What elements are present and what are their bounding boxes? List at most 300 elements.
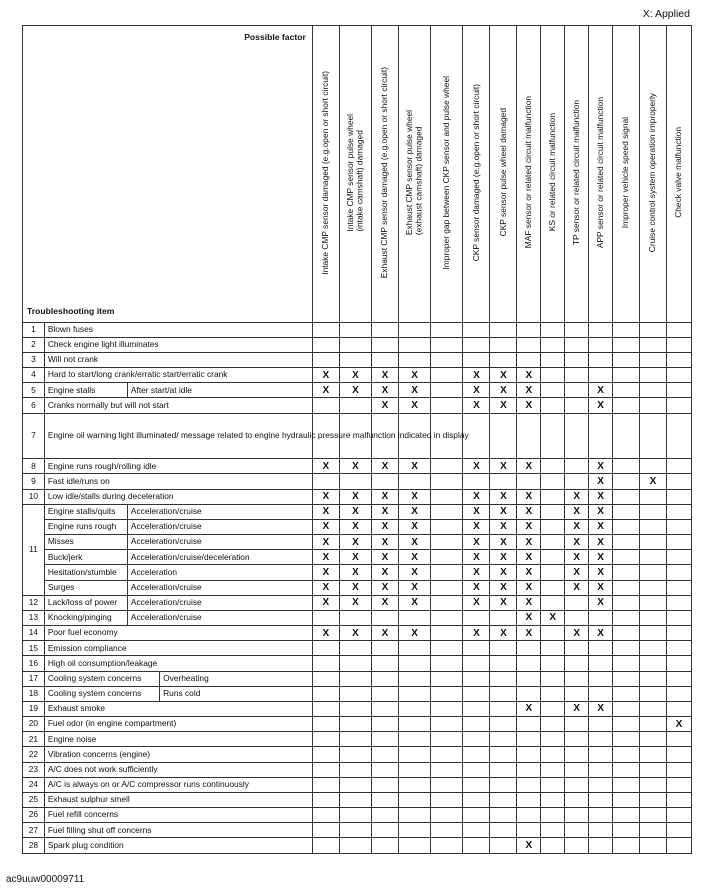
factor-cell — [490, 337, 517, 352]
troubleshooting-item: Buck/jerk — [44, 550, 127, 565]
factor-cell — [399, 717, 431, 732]
troubleshooting-item: Exhaust smoke — [44, 701, 312, 716]
applied-mark: X — [565, 626, 589, 641]
troubleshooting-item: Vibration concerns (engine) — [44, 747, 312, 762]
condition: After start/at idle — [127, 383, 312, 398]
factor-cell — [517, 474, 541, 489]
factor-cell — [372, 610, 399, 625]
factor-cell — [431, 610, 463, 625]
factor-cell — [490, 352, 517, 367]
factor-cell — [639, 701, 666, 716]
factor-cell — [666, 686, 691, 701]
factor-cell — [612, 368, 639, 383]
factor-cell — [431, 808, 463, 823]
factor-cell — [339, 671, 371, 686]
factor-cell — [517, 686, 541, 701]
factor-cell — [589, 747, 613, 762]
applied-mark: X — [372, 398, 399, 413]
factor-cell — [639, 580, 666, 595]
applied-mark: X — [565, 701, 589, 716]
row-number: 2 — [23, 337, 45, 352]
factor-cell — [431, 459, 463, 474]
factor-cell — [431, 792, 463, 807]
applied-mark: X — [565, 580, 589, 595]
factor-cell — [490, 747, 517, 762]
applied-mark: X — [517, 626, 541, 641]
applied-mark: X — [517, 838, 541, 854]
factor-cell — [372, 838, 399, 854]
applied-mark: X — [399, 565, 431, 580]
factor-cell — [312, 717, 339, 732]
applied-mark: X — [589, 383, 613, 398]
factor-cell — [612, 792, 639, 807]
troubleshooting-item: Low idle/stalls during deceleration — [44, 489, 312, 504]
factor-cell — [463, 732, 490, 747]
factor-cell — [399, 352, 431, 367]
factor-cell — [431, 535, 463, 550]
factor-cell — [666, 504, 691, 519]
factor-cell — [639, 838, 666, 854]
factor-cell — [565, 641, 589, 656]
row-number: 25 — [23, 792, 45, 807]
applied-mark: X — [517, 580, 541, 595]
factor-cell — [339, 656, 371, 671]
factor-cell — [639, 610, 666, 625]
applied-mark: X — [589, 398, 613, 413]
factor-cell — [666, 671, 691, 686]
troubleshooting-item: Hard to start/long crank/erratic start/erratic crank — [44, 368, 312, 383]
factor-cell — [565, 777, 589, 792]
applied-mark: X — [517, 535, 541, 550]
factor-cell — [463, 610, 490, 625]
factor-cell — [639, 383, 666, 398]
factor-cell — [312, 671, 339, 686]
table-row — [23, 550, 692, 565]
applied-mark: X — [399, 504, 431, 519]
table-row — [23, 489, 692, 504]
table-row — [23, 626, 692, 641]
factor-cell — [339, 762, 371, 777]
row-number: 11 — [23, 504, 45, 595]
factor-cell — [339, 398, 371, 413]
factor-cell — [565, 717, 589, 732]
factor-cell — [312, 732, 339, 747]
factor-cell — [589, 671, 613, 686]
legend: X: Applied — [642, 8, 690, 20]
applied-mark: X — [589, 595, 613, 610]
factor-label: MAF sensor or related circuit malfunction — [523, 96, 534, 249]
condition: Acceleration/cruise — [127, 595, 312, 610]
factor-cell — [517, 337, 541, 352]
troubleshooting-item: Misses — [44, 535, 127, 550]
applied-mark: X — [399, 535, 431, 550]
factor-cell — [666, 792, 691, 807]
factor-cell — [490, 808, 517, 823]
factor-cell — [541, 519, 565, 534]
troubleshooting-item: Emission compliance — [44, 641, 312, 656]
factor-cell — [589, 838, 613, 854]
troubleshooting-item: Poor fuel economy — [44, 626, 312, 641]
factor-cell — [612, 337, 639, 352]
factor-label: CKP sensor pulse wheel damaged — [497, 108, 508, 237]
applied-mark: X — [312, 565, 339, 580]
applied-mark: X — [372, 535, 399, 550]
factor-cell — [312, 322, 339, 337]
factor-cell — [399, 732, 431, 747]
applied-mark: X — [589, 701, 613, 716]
applied-mark: X — [339, 368, 371, 383]
factor-cell — [541, 337, 565, 352]
factor-cell — [565, 383, 589, 398]
factor-header — [339, 26, 371, 323]
factor-cell — [666, 762, 691, 777]
row-number: 12 — [23, 595, 45, 610]
factor-cell — [541, 504, 565, 519]
factor-cell — [589, 610, 613, 625]
factor-cell — [639, 747, 666, 762]
possible-factor-label: Possible factor — [244, 32, 306, 42]
factor-cell — [517, 777, 541, 792]
factor-cell — [541, 352, 565, 367]
applied-mark: X — [312, 489, 339, 504]
applied-mark: X — [490, 368, 517, 383]
factor-label: KS or related circuit malfunction — [547, 113, 558, 232]
factor-cell — [666, 398, 691, 413]
applied-mark: X — [372, 626, 399, 641]
applied-mark: X — [372, 565, 399, 580]
factor-cell — [372, 686, 399, 701]
factor-cell — [399, 823, 431, 838]
factor-cell — [312, 656, 339, 671]
factor-cell — [490, 671, 517, 686]
applied-mark: X — [565, 550, 589, 565]
factor-cell — [565, 762, 589, 777]
table-row — [23, 686, 692, 701]
factor-cell — [463, 352, 490, 367]
factor-cell — [339, 610, 371, 625]
factor-cell — [431, 398, 463, 413]
applied-mark: X — [490, 550, 517, 565]
factor-cell — [339, 717, 371, 732]
factor-cell — [312, 686, 339, 701]
factor-cell — [541, 535, 565, 550]
applied-mark: X — [517, 565, 541, 580]
applied-mark: X — [372, 383, 399, 398]
factor-cell — [565, 747, 589, 762]
factor-cell — [490, 762, 517, 777]
factor-cell — [639, 808, 666, 823]
factor-cell — [517, 732, 541, 747]
applied-mark: X — [339, 626, 371, 641]
factor-cell — [339, 641, 371, 656]
factor-label: CKP sensor damaged (e.g.open or short circuit) — [470, 83, 481, 262]
factor-cell — [372, 717, 399, 732]
troubleshooting-item: Fast idle/runs on — [44, 474, 312, 489]
factor-cell — [431, 686, 463, 701]
factor-cell — [339, 838, 371, 854]
factor-cell — [490, 610, 517, 625]
factor-cell — [639, 504, 666, 519]
factor-cell — [399, 686, 431, 701]
applied-mark: X — [517, 610, 541, 625]
factor-cell — [612, 535, 639, 550]
factor-cell — [463, 641, 490, 656]
applied-mark: X — [463, 535, 490, 550]
factor-cell — [589, 322, 613, 337]
applied-mark: X — [312, 580, 339, 595]
factor-cell — [399, 656, 431, 671]
factor-cell — [612, 580, 639, 595]
factor-cell — [312, 747, 339, 762]
factor-cell — [339, 337, 371, 352]
factor-cell — [612, 474, 639, 489]
factor-cell — [339, 686, 371, 701]
applied-mark: X — [372, 519, 399, 534]
troubleshooting-item: Engine runs rough — [44, 519, 127, 534]
factor-cell — [399, 808, 431, 823]
troubleshooting-item: Fuel odor (in engine compartment) — [44, 717, 312, 732]
applied-mark: X — [339, 504, 371, 519]
applied-mark: X — [372, 489, 399, 504]
table-row — [23, 671, 692, 686]
factor-cell — [612, 838, 639, 854]
factor-cell — [431, 383, 463, 398]
factor-cell — [490, 322, 517, 337]
factor-cell — [565, 671, 589, 686]
table-row — [23, 322, 692, 337]
factor-cell — [463, 701, 490, 716]
applied-mark: X — [490, 489, 517, 504]
factor-cell — [372, 322, 399, 337]
factor-cell — [463, 656, 490, 671]
factor-cell — [666, 383, 691, 398]
factor-cell — [431, 580, 463, 595]
factor-cell — [565, 368, 589, 383]
factor-cell — [339, 777, 371, 792]
applied-mark: X — [312, 383, 339, 398]
factor-cell — [612, 626, 639, 641]
factor-cell — [639, 322, 666, 337]
troubleshooting-item: Fuel refill concerns — [44, 808, 312, 823]
factor-label: Improper vehicle speed signal — [620, 116, 631, 229]
table-row — [23, 413, 692, 459]
factor-cell — [612, 565, 639, 580]
factor-cell — [541, 550, 565, 565]
applied-mark: X — [589, 474, 613, 489]
factor-cell — [666, 550, 691, 565]
factor-cell — [490, 474, 517, 489]
factor-cell — [589, 777, 613, 792]
applied-mark: X — [339, 459, 371, 474]
factor-header — [372, 26, 399, 323]
applied-mark: X — [517, 383, 541, 398]
factor-cell — [399, 792, 431, 807]
figure-id: ac9uuw00009711 — [6, 874, 85, 885]
factor-cell — [490, 717, 517, 732]
factor-cell — [612, 413, 639, 459]
factor-cell — [541, 474, 565, 489]
applied-mark: X — [517, 504, 541, 519]
troubleshooting-matrix — [22, 25, 692, 854]
factor-cell — [541, 398, 565, 413]
factor-cell — [612, 777, 639, 792]
factor-cell — [431, 823, 463, 838]
factor-cell — [431, 747, 463, 762]
table-row — [23, 610, 692, 625]
applied-mark: X — [372, 459, 399, 474]
factor-cell — [339, 352, 371, 367]
table-row — [23, 337, 692, 352]
factor-cell — [666, 823, 691, 838]
factor-cell — [431, 368, 463, 383]
factor-cell — [612, 656, 639, 671]
factor-cell — [612, 732, 639, 747]
factor-header — [312, 26, 339, 323]
troubleshooting-item: Will not crank — [44, 352, 312, 367]
factor-cell — [312, 808, 339, 823]
factor-cell — [372, 732, 399, 747]
factor-cell — [612, 398, 639, 413]
applied-mark: X — [490, 626, 517, 641]
row-number: 5 — [23, 383, 45, 398]
applied-mark: X — [339, 580, 371, 595]
troubleshooting-item: Engine oil warning light illuminated/ message related to engine hydraulic pressure malfunction indicated in display — [44, 413, 312, 459]
troubleshooting-item: A/C is always on or A/C compressor runs continuously — [44, 777, 312, 792]
factor-cell — [312, 337, 339, 352]
factor-cell — [541, 565, 565, 580]
table-row — [23, 504, 692, 519]
factor-cell — [490, 777, 517, 792]
applied-mark: X — [490, 565, 517, 580]
row-number: 21 — [23, 732, 45, 747]
factor-cell — [312, 823, 339, 838]
factor-cell — [372, 747, 399, 762]
troubleshooting-item: High oil consumption/leakage — [44, 656, 312, 671]
factor-cell — [541, 671, 565, 686]
factor-cell — [541, 459, 565, 474]
troubleshooting-item: Engine runs rough/rolling idle — [44, 459, 312, 474]
factor-cell — [565, 808, 589, 823]
factor-cell — [399, 337, 431, 352]
row-number: 3 — [23, 352, 45, 367]
applied-mark: X — [339, 595, 371, 610]
factor-cell — [463, 762, 490, 777]
applied-mark: X — [517, 550, 541, 565]
factor-cell — [517, 717, 541, 732]
factor-cell — [639, 656, 666, 671]
applied-mark: X — [463, 595, 490, 610]
table-row — [23, 808, 692, 823]
factor-cell — [463, 322, 490, 337]
factor-cell — [541, 792, 565, 807]
row-number: 4 — [23, 368, 45, 383]
factor-cell — [517, 762, 541, 777]
factor-cell — [463, 337, 490, 352]
factor-cell — [312, 352, 339, 367]
factor-cell — [589, 641, 613, 656]
row-number: 23 — [23, 762, 45, 777]
applied-mark: X — [589, 565, 613, 580]
applied-mark: X — [463, 565, 490, 580]
factor-cell — [639, 413, 666, 459]
factor-cell — [517, 671, 541, 686]
factor-cell — [589, 808, 613, 823]
factor-cell — [541, 641, 565, 656]
factor-cell — [565, 610, 589, 625]
table-row — [23, 368, 692, 383]
troubleshooting-item: Lack/loss of power — [44, 595, 127, 610]
factor-cell — [639, 489, 666, 504]
factor-cell — [565, 459, 589, 474]
applied-mark: X — [517, 368, 541, 383]
factor-cell — [372, 671, 399, 686]
factor-cell — [339, 701, 371, 716]
factor-cell — [431, 656, 463, 671]
factor-cell — [517, 641, 541, 656]
applied-mark: X — [463, 489, 490, 504]
factor-cell — [399, 777, 431, 792]
factor-cell — [639, 777, 666, 792]
row-number: 28 — [23, 838, 45, 854]
table-row — [23, 641, 692, 656]
factor-cell — [517, 823, 541, 838]
row-number: 15 — [23, 641, 45, 656]
factor-cell — [372, 701, 399, 716]
factor-header — [399, 26, 431, 323]
factor-cell — [431, 352, 463, 367]
applied-mark: X — [399, 550, 431, 565]
factor-cell — [431, 777, 463, 792]
troubleshooting-item: Fuel filling shut off concerns — [44, 823, 312, 838]
factor-cell — [463, 777, 490, 792]
applied-mark: X — [589, 459, 613, 474]
factor-cell — [639, 398, 666, 413]
applied-mark: X — [463, 504, 490, 519]
factor-cell — [612, 550, 639, 565]
factor-label: Exhaust CMP sensor pulse wheel (exhaust camshaft) damaged — [404, 110, 424, 236]
condition: Acceleration/cruise — [127, 504, 312, 519]
factor-cell — [490, 641, 517, 656]
factor-label: Improper gap between CKP sensor and pulse wheel — [441, 75, 452, 270]
factor-cell — [541, 595, 565, 610]
factor-cell — [312, 838, 339, 854]
factor-cell — [541, 777, 565, 792]
table-row — [23, 565, 692, 580]
applied-mark: X — [372, 580, 399, 595]
factor-cell — [639, 823, 666, 838]
applied-mark: X — [399, 519, 431, 534]
factor-cell — [463, 808, 490, 823]
factor-cell — [541, 823, 565, 838]
factor-header — [541, 26, 565, 323]
factor-cell — [517, 792, 541, 807]
row-number: 20 — [23, 717, 45, 732]
factor-label: Check valve malfunction — [673, 127, 684, 218]
applied-mark: X — [399, 459, 431, 474]
applied-mark: X — [565, 519, 589, 534]
factor-cell — [612, 747, 639, 762]
factor-cell — [312, 777, 339, 792]
factor-cell — [372, 352, 399, 367]
factor-cell — [612, 459, 639, 474]
factor-cell — [490, 413, 517, 459]
applied-mark: X — [463, 459, 490, 474]
factor-cell — [666, 838, 691, 854]
factor-cell — [589, 337, 613, 352]
factor-cell — [490, 701, 517, 716]
factor-header — [589, 26, 613, 323]
factor-cell — [399, 838, 431, 854]
